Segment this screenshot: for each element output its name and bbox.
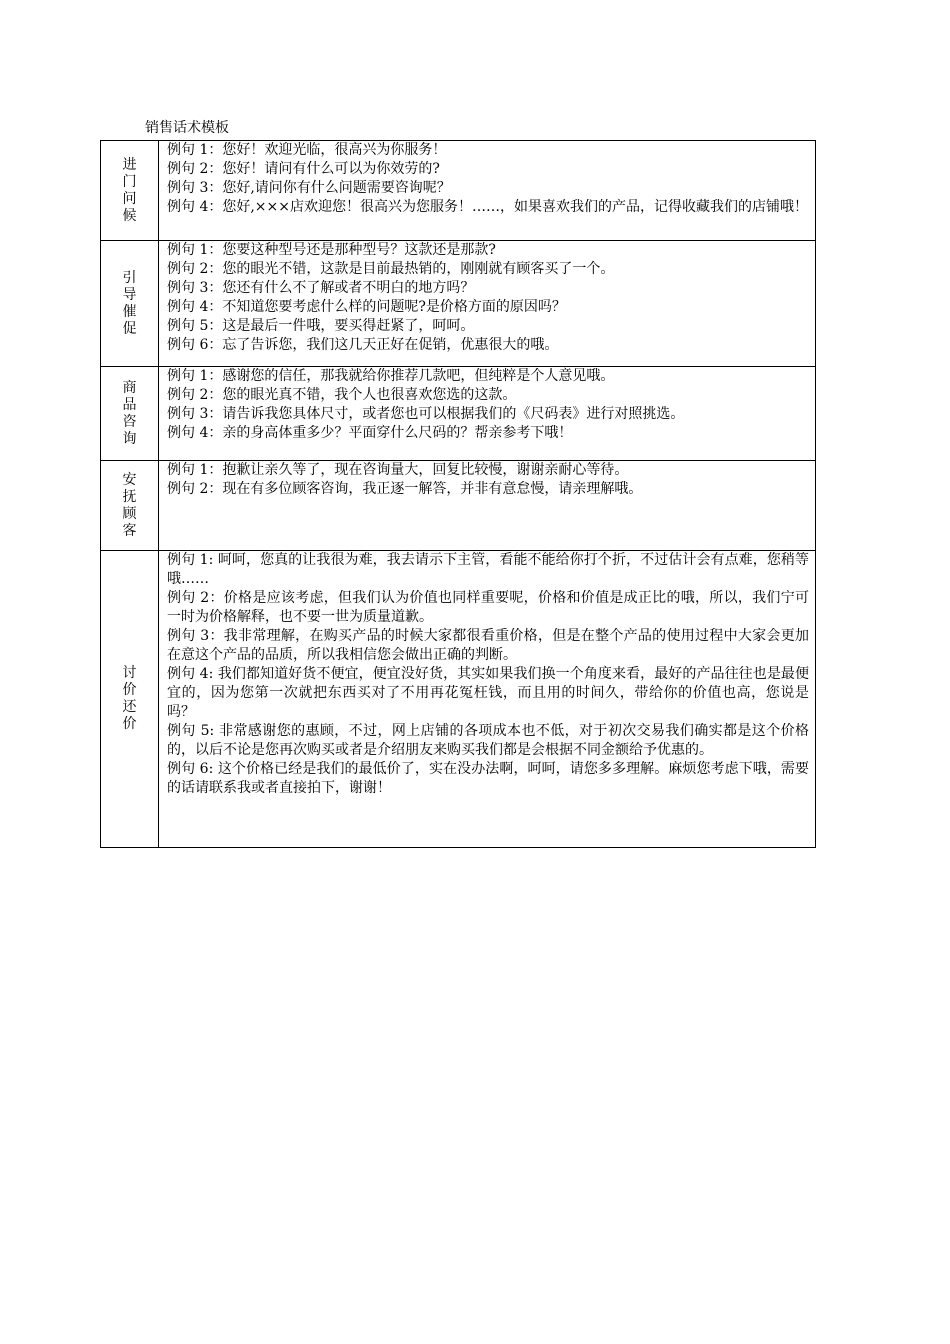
section-row-guide	[101, 241, 816, 367]
section-row-soothe-customer	[101, 461, 816, 551]
example-line: 例句 1: 呵呵，您真的让我很为难，我去请示下主管，看能不能给你打个折，不过估计会有点难，您稍等哦……	[167, 552, 809, 587]
example-line: 例句 2：现在有多位顾客咨询，我正逐一解答，并非有意怠慢，请亲理解哦。	[167, 481, 643, 497]
sales-script-table	[100, 140, 816, 848]
example-line: 例句 3：请告诉我您具体尺寸，或者您也可以根据我们的《尺码表》进行对照挑选。	[167, 406, 685, 422]
example-line: 例句 1：您要这种型号还是那种型号？这款还是那款?	[167, 242, 496, 258]
category-label: 讨价还价	[122, 665, 137, 732]
category-cell	[101, 241, 159, 367]
example-line: 例句 2：您好！请问有什么可以为你效劳的?	[167, 161, 440, 177]
category-label: 商品咨询	[122, 379, 137, 447]
example-line: 例句 3：您还有什么不了解或者不明白的地方吗？	[167, 280, 475, 296]
example-line: 例句 5: 非常感谢您的惠顾，不过，网上店铺的各项成本也不低，对于初次交易我们确实都是这个价格的，以后不论是您再次购买或者是介绍朋友来购买我们都是会根据不同金额给予优惠的。	[167, 723, 809, 758]
category-cell	[101, 367, 159, 461]
example-line: 例句 5：这是最后一件哦，要买得赶紧了，呵呵。	[167, 318, 475, 334]
section-row-greeting	[101, 141, 816, 241]
example-line: 例句 2：您的眼光真不错，我个人也很喜欢您选的这款。	[167, 387, 517, 403]
category-label: 引导催促	[122, 269, 137, 337]
document-title: 销售话术模板	[145, 120, 229, 136]
example-line: 例句 2：价格是应该考虑，但我们认为价值也同样重要呢，价格和价值是成正比的哦，所以，我们宁可一时为价格解释，也不要一世为质量道歉。	[167, 590, 809, 625]
category-cell	[101, 461, 159, 551]
example-line: 例句 2：您的眼光不错，这款是目前最热销的，刚刚就有顾客买了一个。	[167, 261, 615, 277]
example-line: 例句 1：抱歉让亲久等了，现在咨询量大，回复比较慢，谢谢亲耐心等待。	[167, 462, 629, 478]
content-cell	[159, 461, 816, 551]
example-line: 例句 1：您好！欢迎光临，很高兴为你服务！	[167, 142, 447, 158]
category-cell	[101, 141, 159, 241]
section-row-product-consult	[101, 367, 816, 461]
category-label: 安抚顾客	[122, 471, 137, 539]
example-line: 例句 4：亲的身高体重多少？平面穿什么尺码的？帮亲参考下哦！	[167, 425, 573, 441]
example-line: 例句 6: 这个价格已经是我们的最低价了，实在没办法啊，呵呵，请您多多理解。麻烦您考虑下哦，需要的话请联系我或者直接拍下，谢谢！	[167, 761, 809, 796]
example-line: 例句 3：您好,请问你有什么问题需要咨询呢？	[167, 180, 451, 196]
example-line: 例句 6：忘了告诉您，我们这几天正好在促销，优惠很大的哦。	[167, 337, 559, 353]
content-cell	[159, 551, 816, 848]
content-cell	[159, 241, 816, 367]
content-cell	[159, 141, 816, 241]
category-cell	[101, 551, 159, 848]
example-line: 例句 1：感谢您的信任，那我就给你推荐几款吧，但纯粹是个人意见哦。	[167, 368, 615, 384]
section-row-bargaining	[101, 551, 816, 848]
example-line: 例句 4: 我们都知道好货不便宜，便宜没好货，其实如果我们换一个角度来看，最好的产品往往也是最便宜的，因为您第一次就把东西买对了不用再花冤枉钱，而且用的时间久，带给你的价值也高，您说是吗？	[167, 666, 809, 720]
example-line: 例句 3：我非常理解，在购买产品的时候大家都很看重价格，但是在整个产品的使用过程中大家会更加在意这个产品的品质，所以我相信您会做出正确的判断。	[167, 628, 809, 663]
example-line: 例句 4：不知道您要考虑什么样的问题呢?是价格方面的原因吗？	[167, 299, 566, 315]
content-cell	[159, 367, 816, 461]
example-line: 例句 4：您好,×××店欢迎您！很高兴为您服务！……，如果喜欢我们的产品，记得收藏我们的店铺哦！	[167, 199, 808, 215]
category-label: 进门问候	[122, 156, 137, 224]
